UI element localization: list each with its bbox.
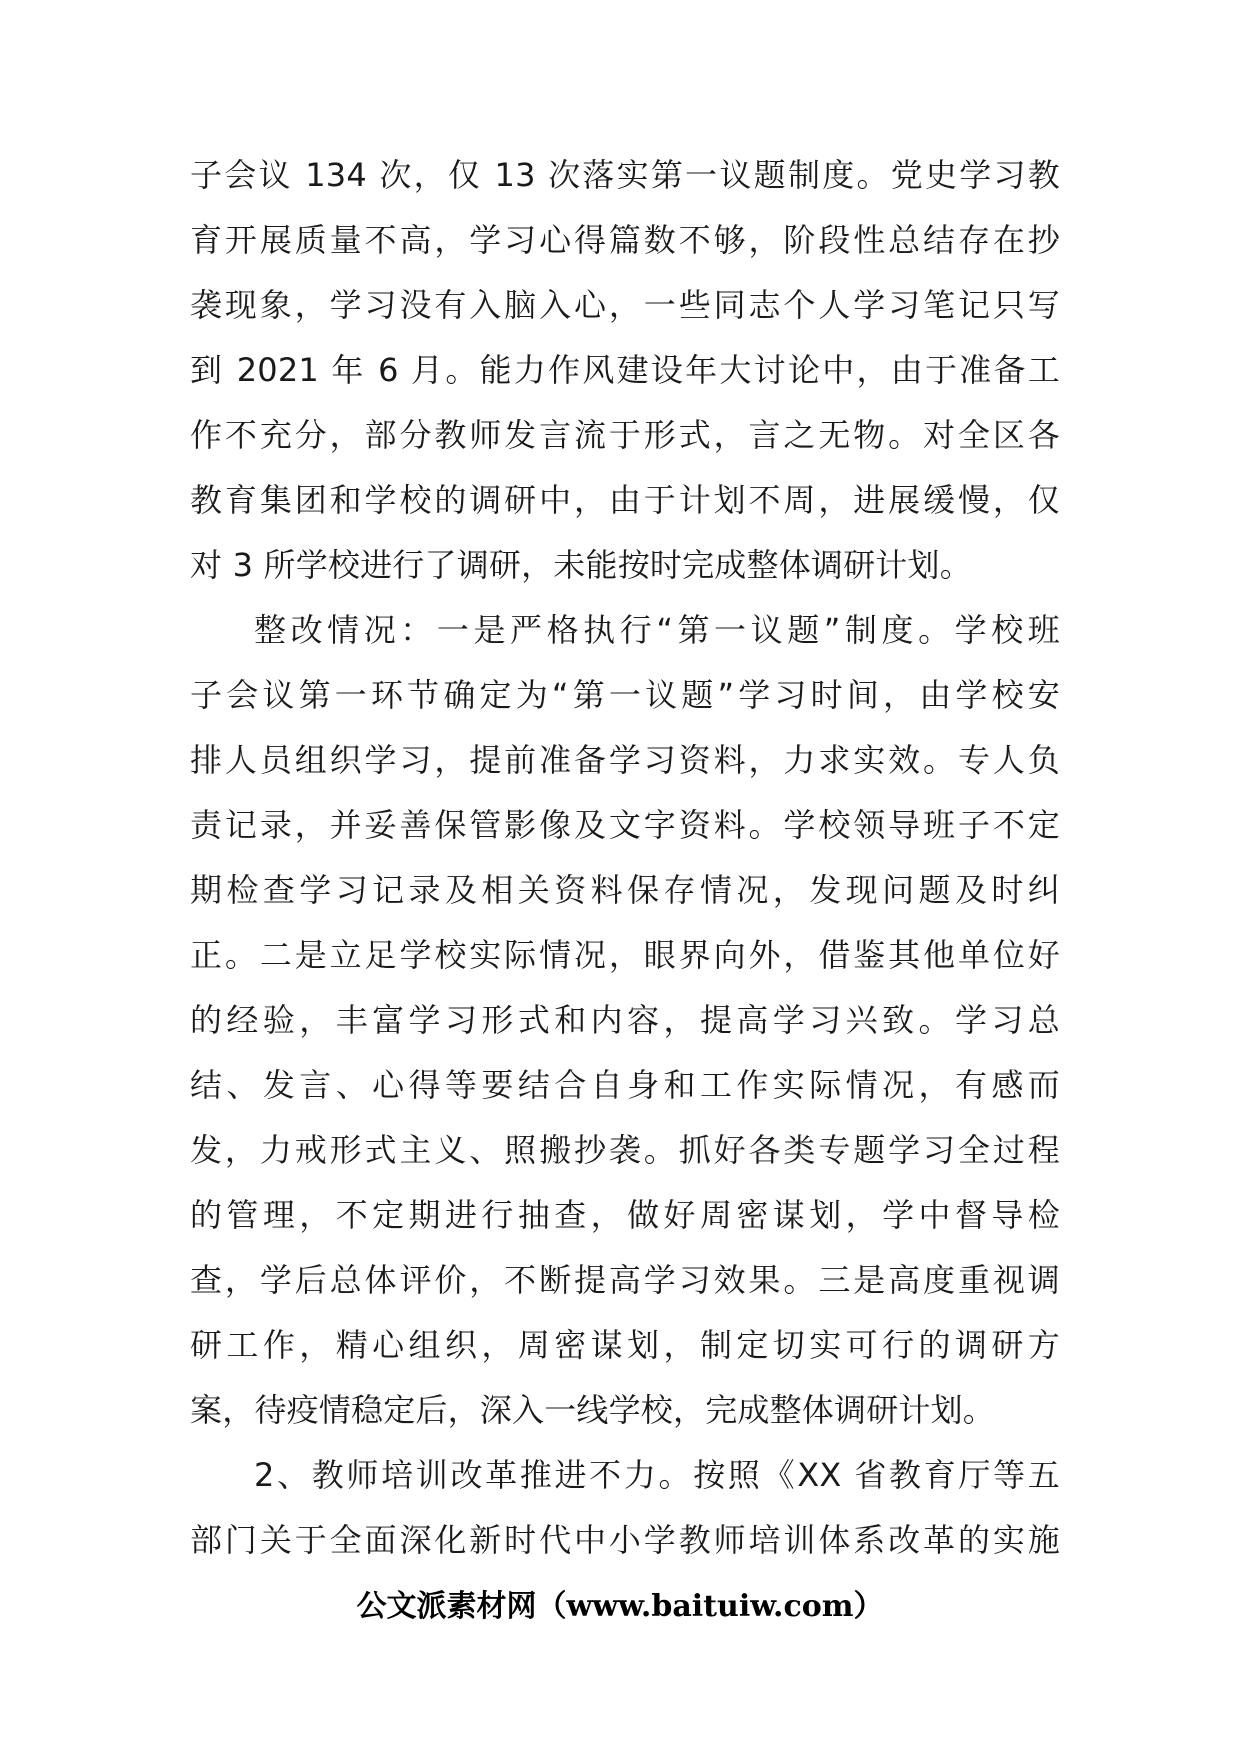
text-line: 对 3 所学校进行了调研，未能按时完成整体调研计划。 bbox=[190, 546, 972, 584]
text-line: 责记录，并妥善保管影像及文字资料。学校领导班子不定 bbox=[190, 806, 1060, 844]
text-line: 发，力戒形式主义、照搬抄袭。抓好各类专题学习全过程 bbox=[190, 1131, 1060, 1169]
text-line: 排人员组织学习，提前准备学习资料，力求实效。专人负 bbox=[190, 741, 1060, 779]
text-line: 的经验，丰富学习形式和内容，提高学习兴致。学习总 bbox=[190, 1001, 1060, 1039]
text-line: 袭现象，学习没有入脑入心，一些同志个人学习笔记只写 bbox=[190, 286, 1060, 324]
text-line: 整改情况：一是严格执行“第一议题”制度。学校班 bbox=[254, 611, 1060, 649]
text-line: 教育集团和学校的调研中，由于计划不周，进展缓慢，仅 bbox=[190, 481, 1060, 519]
text-line: 部门关于全面深化新时代中小学教师培训体系改革的实施 bbox=[190, 1521, 1060, 1559]
text-line: 正。二是立足学校实际情况，眼界向外，借鉴其他单位好 bbox=[190, 936, 1060, 974]
text-line: 子会议第一环节确定为“第一议题”学习时间，由学校安 bbox=[190, 676, 1060, 714]
text-line: 作不充分，部分教师发言流于形式，言之无物。对全区各 bbox=[190, 416, 1060, 454]
text-line: 到 2021 年 6 月。能力作风建设年大讨论中，由于准备工 bbox=[190, 351, 1060, 389]
text-line: 结、发言、心得等要结合自身和工作实际情况，有感而 bbox=[190, 1066, 1060, 1104]
text-line: 育开展质量不高，学习心得篇数不够，阶段性总结存在抄 bbox=[190, 221, 1060, 259]
footer-watermark-text: 公文派素材网（www.baituiw.com） bbox=[356, 1589, 884, 1624]
text-line: 子会议 134 次，仅 13 次落实第一议题制度。党史学习教 bbox=[190, 156, 1060, 194]
text-line: 研工作，精心组织，周密谋划，制定切实可行的调研方 bbox=[190, 1326, 1060, 1364]
text-line: 期检查学习记录及相关资料保存情况，发现问题及时纠 bbox=[190, 871, 1060, 909]
text-line: 2、教师培训改革推进不力。按照《XX 省教育厅等五 bbox=[254, 1456, 1060, 1494]
text-line: 的管理，不定期进行抽查，做好周密谋划，学中督导检 bbox=[190, 1196, 1060, 1234]
text-line: 案，待疫情稳定后，深入一线学校，完成整体调研计划。 bbox=[190, 1391, 996, 1429]
text-line: 查，学后总体评价，不断提高学习效果。三是高度重视调 bbox=[190, 1261, 1060, 1299]
